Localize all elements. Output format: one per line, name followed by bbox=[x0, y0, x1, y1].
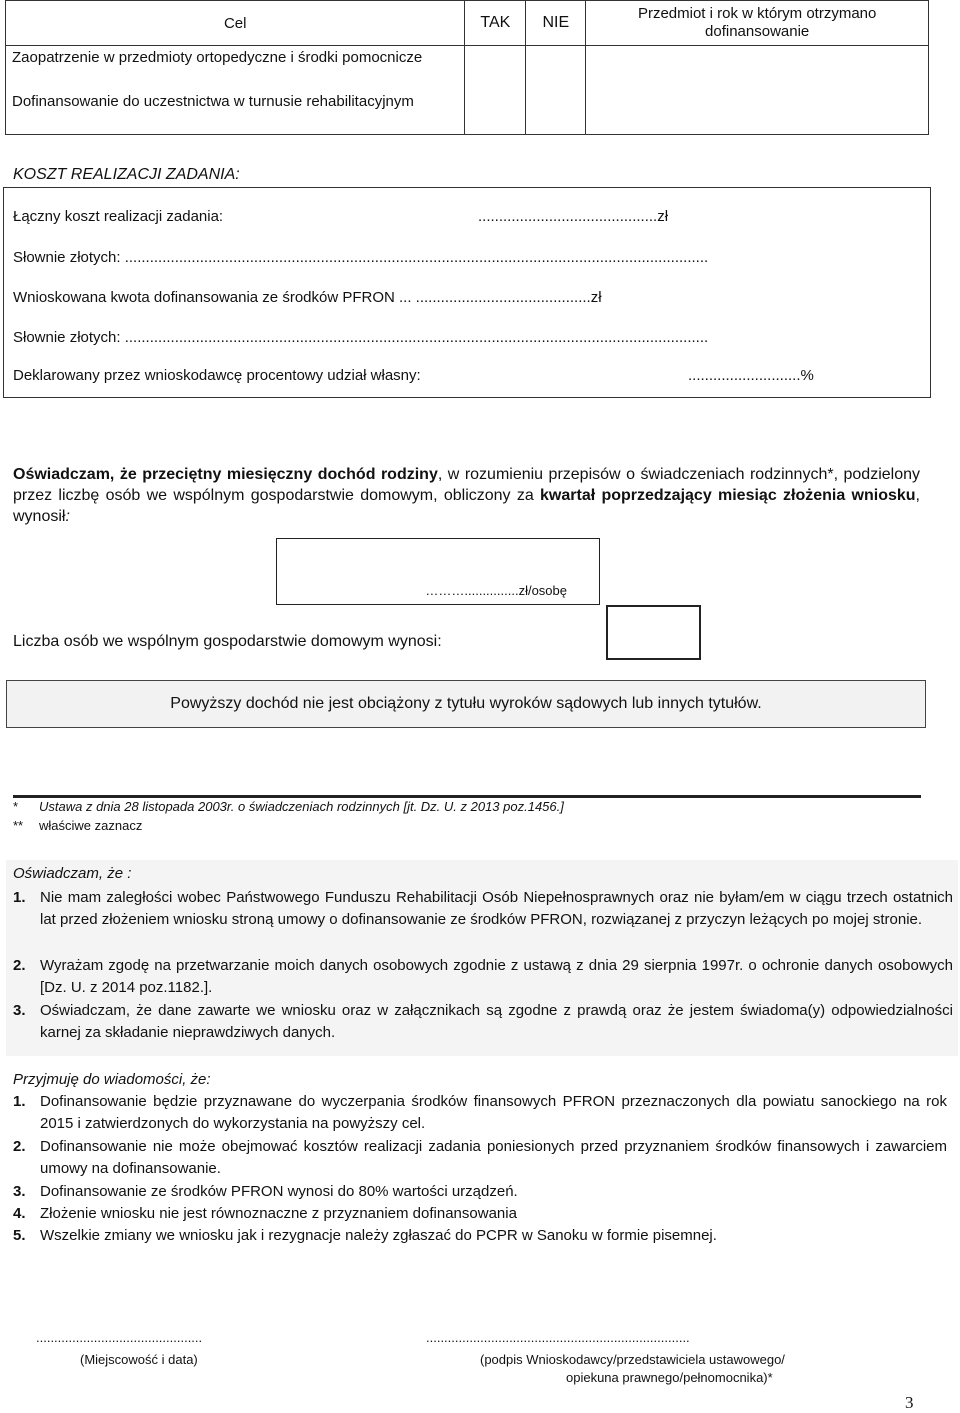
purpose-table bbox=[5, 0, 929, 135]
footnote-text: właściwe zaznacz bbox=[39, 818, 143, 833]
acknowledgements-title: Przyjmuję do wiadomości, że: bbox=[13, 1071, 211, 1088]
acknowledgement-number: 5. bbox=[13, 1227, 26, 1244]
statement-number: 1. bbox=[13, 889, 26, 906]
income-bold-1: Oświadczam, że przeciętny miesięczny dochód rodziny bbox=[13, 466, 438, 483]
statement-number: 2. bbox=[13, 957, 26, 974]
footnote bbox=[13, 799, 564, 814]
purpose-table-header bbox=[6, 1, 929, 46]
acknowledgement-number: 2. bbox=[13, 1138, 26, 1155]
koszt-title: KOSZT REALIZACJI ZADANIA: bbox=[13, 166, 240, 183]
statement-item bbox=[13, 955, 953, 999]
header-przedmiot: Przedmiot i rok w którym otrzymano dofinansowanie bbox=[586, 1, 929, 46]
acknowledgement-text: Dofinansowanie nie może obejmować kosztów realizacji zadania poniesionych przed przyznaniem środków finansowych i zawarciem umowy na dofinansowanie. bbox=[40, 1138, 947, 1177]
signature-label-1: (podpis Wnioskodawcy/przedstawiciela ustawowego/ bbox=[480, 1352, 785, 1367]
acknowledgement-text: Złożenie wniosku nie jest równoznaczne z przyznaniem dofinansowania bbox=[40, 1205, 517, 1222]
income-amount-value: ………...............zł/osobę bbox=[425, 583, 567, 598]
purpose-row-label: Dofinansowanie do uczestnictwa w turnusie rehabilitacyjnym bbox=[6, 90, 465, 135]
footnote-divider bbox=[13, 795, 921, 798]
purpose-row-label: Zaopatrzenie w przedmioty ortopedyczne i środki pomocnicze bbox=[6, 46, 465, 91]
footnote-mark: * bbox=[13, 799, 19, 814]
income-bold-2: kwartał poprzedzający miesiąc złożenia wniosku bbox=[540, 487, 916, 504]
footnote-text: Ustawa z dnia 28 listopada 2003r. o świadczeniach rodzinnych [jt. Dz. U. z 2013 poz.1456.] bbox=[39, 799, 564, 814]
acknowledgement-text: Dofinansowanie ze środków PFRON wynosi do 80% wartości urządzeń. bbox=[40, 1183, 518, 1200]
acknowledgement-number: 1. bbox=[13, 1093, 26, 1110]
page-number: 3 bbox=[905, 1393, 914, 1412]
own-share-field[interactable]: ...........................% bbox=[688, 367, 814, 384]
header-nie: NIE bbox=[526, 1, 586, 46]
statement-text: Nie mam zaległości wobec Państwowego Funduszu Rehabilitacji Osób Niepełnosprawnych oraz nie byłam/em w ciągu trzech ostatnich lat przed złożeniem wniosku stroną umowy o dofinansowanie ze środków PFRON, rozwiązanej z przyczyn leżących po mojej stronie. bbox=[40, 889, 953, 928]
tak-cell[interactable] bbox=[465, 46, 526, 135]
nie-cell[interactable] bbox=[526, 46, 586, 135]
income-amount-box[interactable] bbox=[276, 538, 600, 605]
statements-title: Oświadczam, że : bbox=[13, 865, 132, 882]
statement-number: 3. bbox=[13, 1002, 26, 1019]
footnote bbox=[13, 818, 142, 833]
acknowledgement-item bbox=[13, 1136, 947, 1180]
income-notice-text: Powyższy dochód nie jest obciążony z tytułu wyroków sądowych lub innych tytułów. bbox=[170, 695, 762, 712]
words-field-2[interactable]: Słownie złotych: ............................................................................................................................................ bbox=[13, 329, 709, 346]
persons-count-box[interactable] bbox=[606, 605, 701, 660]
koszt-box bbox=[3, 187, 931, 398]
signature-label-2: opiekuna prawnego/pełnomocnika)* bbox=[566, 1370, 773, 1385]
footnote-mark: ** bbox=[13, 818, 24, 833]
header-cel: Cel bbox=[6, 1, 465, 46]
acknowledgement-item bbox=[13, 1091, 947, 1135]
words-field-1[interactable]: Słownie złotych: ............................................................................................................................................ bbox=[13, 249, 709, 266]
acknowledgement-number: 3. bbox=[13, 1183, 26, 1200]
persons-label: Liczba osób we wspólnym gospodarstwie domowym wynosi: bbox=[13, 633, 442, 650]
purpose-row bbox=[6, 46, 929, 91]
total-cost-field[interactable]: ...........................................zł bbox=[478, 208, 669, 225]
requested-amount-field[interactable]: Wnioskowana kwota dofinansowania ze środków PFRON ... ..........................................zł bbox=[13, 289, 602, 306]
acknowledgement-text: Dofinansowanie będzie przyznawane do wyczerpania środków finansowych PFRON przeznaczonych dla powiatu sanockiego na rok 2015 i zatwierdzonych do wykorzystania na powyższy cel. bbox=[40, 1093, 947, 1132]
place-date-label: (Miejscowość i data) bbox=[80, 1352, 198, 1367]
statement-item bbox=[13, 1000, 953, 1044]
income-text-1: , w rozumieniu przepisów o świadczeniach rodzinnych*, podzielony przez liczbę osób we wspólnym gospodarstwie domowym, obliczony za bbox=[13, 466, 921, 504]
header-tak: TAK bbox=[465, 1, 526, 46]
statement-text: Oświadczam, że dane zawarte we wniosku oraz w załącznikach są zgodne z prawdą oraz że jestem świadoma(y) odpowiedzialności karnej za składanie nieprawdziwych danych. bbox=[40, 1002, 953, 1041]
signature-field[interactable]: ......................................................................... bbox=[426, 1330, 690, 1345]
income-text-2: , wynosił bbox=[13, 487, 920, 525]
income-declaration bbox=[13, 464, 920, 527]
przedmiot-cell[interactable] bbox=[586, 46, 929, 135]
income-colon: : bbox=[65, 508, 70, 525]
acknowledgement-item bbox=[13, 1181, 947, 1203]
acknowledgement-item bbox=[13, 1225, 947, 1247]
acknowledgement-number: 4. bbox=[13, 1205, 26, 1222]
statement-item bbox=[13, 887, 953, 931]
place-date-field[interactable]: .............................................. bbox=[36, 1330, 203, 1345]
own-share-label: Deklarowany przez wnioskodawcę procentowy udział własny: bbox=[13, 367, 421, 384]
statement-text: Wyrażam zgodę na przetwarzanie moich danych osobowych zgodnie z ustawą z dnia 29 sierpnia 1997r. o ochronie danych osobowych [Dz. U. z 2014 poz.1182.]. bbox=[40, 957, 953, 996]
income-notice bbox=[6, 680, 926, 728]
statements-section bbox=[6, 860, 958, 1056]
acknowledgement-text: Wszelkie zmiany we wniosku jak i rezygnacje należy zgłaszać do PCPR w Sanoku w formie pisemnej. bbox=[40, 1227, 717, 1244]
acknowledgement-item bbox=[13, 1203, 947, 1225]
total-cost-label: Łączny koszt realizacji zadania: bbox=[13, 208, 224, 225]
